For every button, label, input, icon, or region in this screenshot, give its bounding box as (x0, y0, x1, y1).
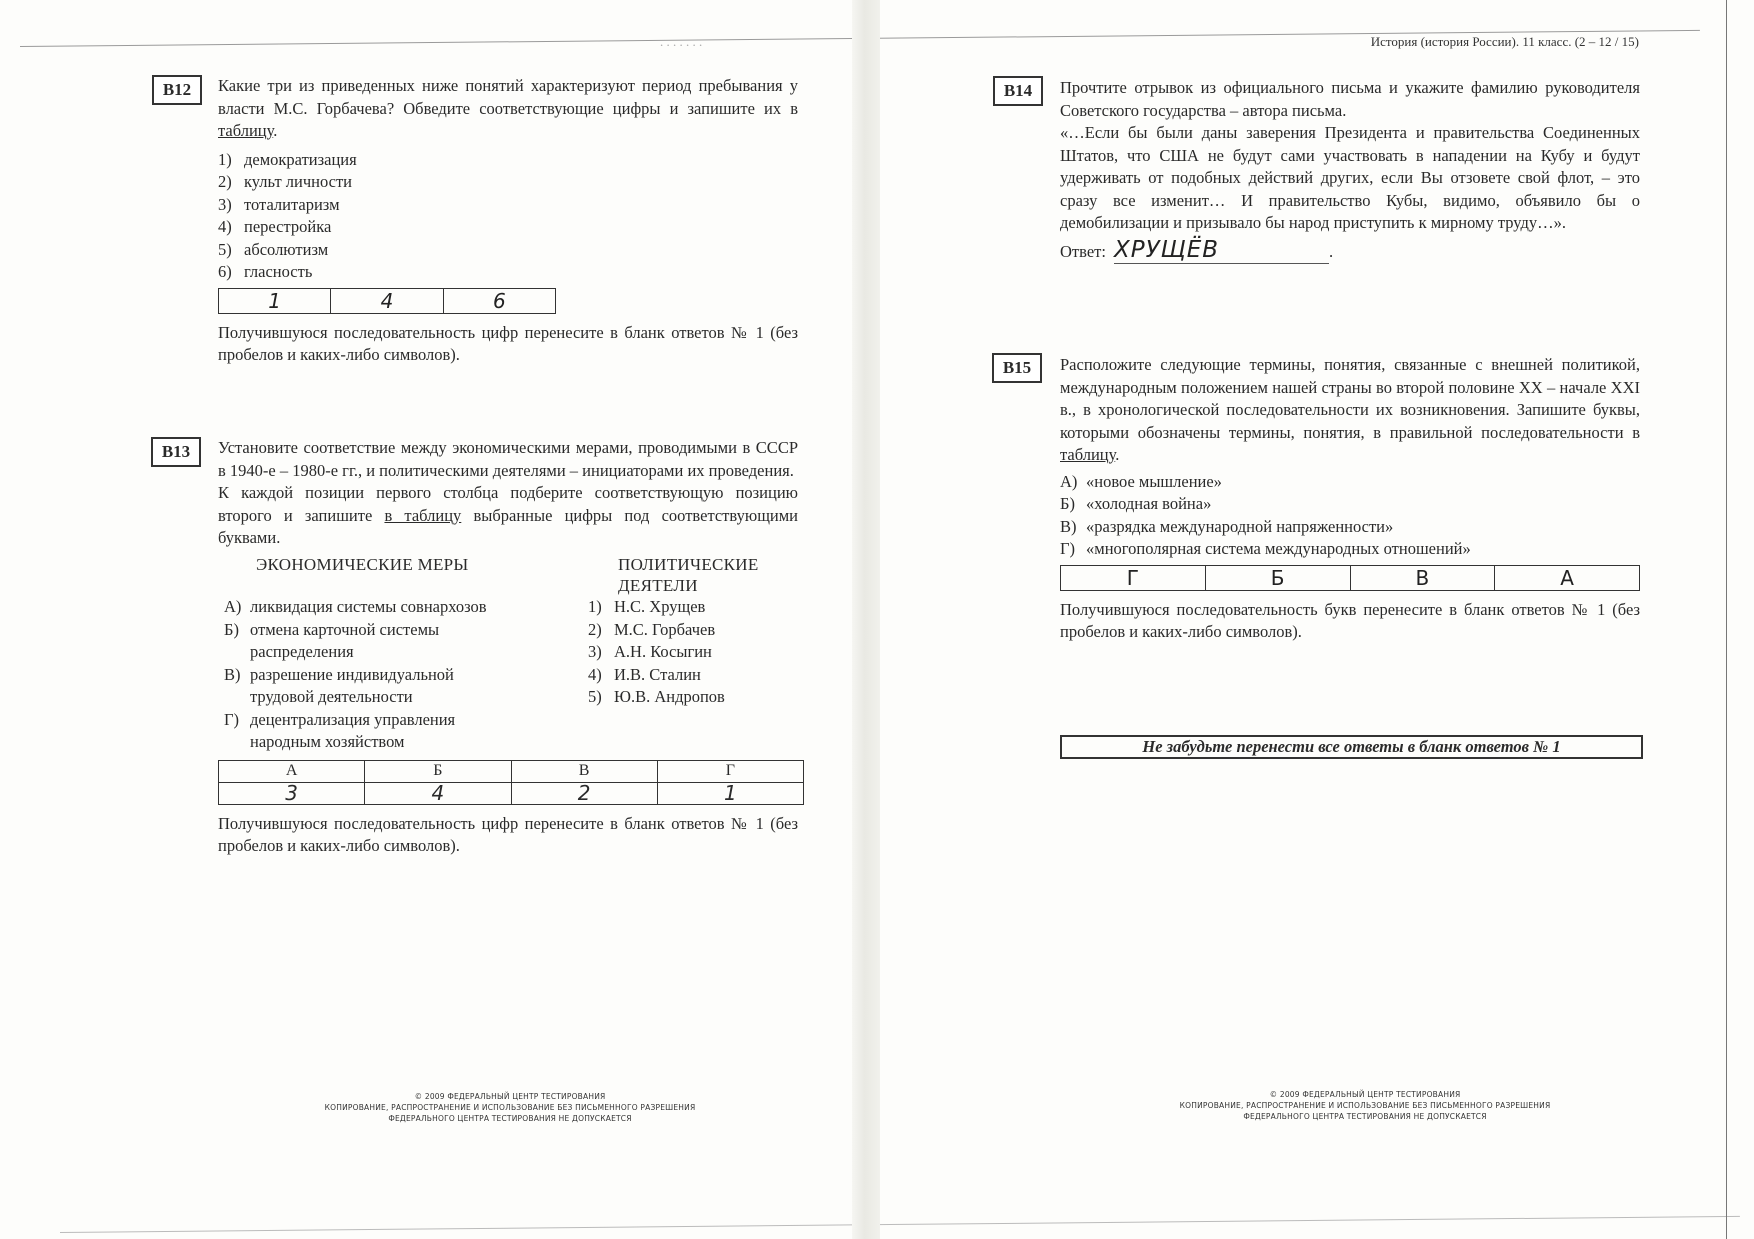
b15-option: А) «новое мышление» (1060, 471, 1222, 491)
b13-left-column (218, 554, 588, 754)
b12-option-4: 4) перестройка (218, 217, 332, 236)
b12-option-1: 1) демократизация (218, 149, 357, 169)
b13-right-item: 3) А.Н. Косыгин (588, 642, 712, 661)
b13-left-item: Г) децентрализация управления народным хозяйством (224, 709, 456, 751)
b13-answer-cell[interactable]: 4 (365, 782, 511, 804)
b12-option-3: 3) тоталитаризм (218, 194, 340, 214)
task-label-b12: B12 (152, 75, 202, 105)
header-left-faint: . . . . . . . (660, 34, 703, 49)
b14-question: Прочтите отрывок из официального письма и укажите фамилию руководителя Советского государства – автора письма. (1060, 78, 1640, 120)
b13-table-link: в таблицу (384, 505, 462, 525)
b14-answer: Ответ: ХРУЩЁВ . (1060, 236, 1334, 263)
b12-option-2: 2) культ личности (218, 172, 352, 191)
b12-option-6: 6) гласность (218, 262, 313, 281)
b12-answer-cell[interactable]: 1 (219, 289, 331, 313)
header-right: История (история России). 11 класс. (2 – 12 / 15) (1370, 34, 1639, 49)
b13-left-item: В) разрешение индивидуальной трудовой деятельности (224, 664, 454, 706)
b13-answer-cell[interactable]: 3 (219, 782, 365, 804)
task-label-b14: B14 (993, 76, 1043, 106)
b13-left-column-head: ЭКОНОМИЧЕСКИЕ МЕРЫ (256, 554, 469, 574)
footer-left: © 2009 ФЕДЕРАЛЬНЫЙ ЦЕНТР ТЕСТИРОВАНИЯ КОПИРОВАНИЕ, РАСПРОСТРАНЕНИЕ И ИСПОЛЬЗОВАНИЕ БЕЗ ПИСЬМЕННОГО РАЗРЕШЕНИЯ ФЕДЕРАЛЬНОГО ЦЕНТРА ТЕСТИРОВАНИЯ НЕ ДОПУСКАЕТСЯ (324, 1092, 696, 1123)
b13-right-item: 2) М.С. Горбачев (588, 619, 716, 639)
b13-answer-table (218, 760, 804, 805)
b12-options (218, 149, 798, 284)
task-b15 (1060, 354, 1640, 644)
b13-answer-cell[interactable]: 1 (657, 782, 803, 804)
b13-right-column-head-1: ПОЛИТИЧЕСКИЕ (618, 554, 759, 574)
task-b13 (218, 437, 798, 858)
task-b12 (218, 75, 798, 367)
b13-letter-cell: А (219, 760, 365, 782)
b13-right-item: 4) И.В. Сталин (588, 664, 701, 684)
b13-letter-cell: Г (657, 760, 803, 782)
b13-columns (218, 554, 798, 754)
b13-instruction: Получившуюся последовательность цифр перенесите в бланк ответов № 1 (без пробелов и каких-либо символов). (218, 813, 798, 855)
b12-option-5: 5) абсолютизм (218, 239, 329, 259)
b13-answer-cell[interactable]: 2 (511, 782, 657, 804)
b13-letter-cell: Б (365, 760, 511, 782)
b15-options (1060, 471, 1640, 561)
b14-answer-label: Ответ: (1060, 242, 1106, 261)
b13-right-column (588, 554, 798, 754)
b15-answer-cell[interactable]: Б (1206, 566, 1351, 590)
b15-answer-cell[interactable]: Г (1061, 566, 1206, 590)
b15-answer-cell[interactable]: В (1351, 566, 1496, 590)
b15-option: Г) «многополярная система международных отношений» (1060, 539, 1471, 558)
b13-question-1: Установите соответствие между экономическими мерами, проводимыми в СССР в 1940-е – 1980-е гг., и политическими деятелями – инициаторами их проведения. (218, 438, 798, 480)
b15-option: В) «разрядка международной напряженности» (1060, 516, 1394, 536)
task-b14 (1060, 77, 1640, 264)
b14-answer-field[interactable]: ХРУЩЁВ (1114, 237, 1329, 264)
b13-question-2: К каждой позиции первого столбца подберите соответствующую позицию второго и запишите в таблицу выбранные цифры под соответствующими буквами. (218, 483, 799, 547)
right-page (880, 0, 1754, 1239)
b12-answer-cell[interactable]: 4 (331, 289, 443, 313)
b12-answer-table (218, 288, 556, 314)
task-label-b15: B15 (992, 353, 1042, 383)
b13-table-letters (219, 760, 804, 782)
b15-instruction: Получившуюся последовательность букв перенесите в бланк ответов № 1 (без пробелов и каких-либо символов). (1060, 599, 1640, 641)
b13-left-item: Б) отмена карточной системы распределения (224, 619, 440, 661)
b13-left-item: А) ликвидация системы совнархозов (224, 597, 487, 616)
footer-right: © 2009 ФЕДЕРАЛЬНЫЙ ЦЕНТР ТЕСТИРОВАНИЯ КОПИРОВАНИЕ, РАСПРОСТРАНЕНИЕ И ИСПОЛЬЗОВАНИЕ БЕЗ ПИСЬМЕННОГО РАЗРЕШЕНИЯ ФЕДЕРАЛЬНОГО ЦЕНТРА ТЕСТИРОВАНИЯ НЕ ДОПУСКАЕТСЯ (1179, 1090, 1551, 1121)
b13-letter-cell: В (511, 760, 657, 782)
b12-instruction: Получившуюся последовательность цифр перенесите в бланк ответов № 1 (без пробелов и каких-либо символов). (218, 322, 798, 364)
b13-right-item: 1) Н.С. Хрущев (588, 597, 706, 616)
left-page (0, 0, 860, 1239)
b13-table-answers (219, 782, 804, 804)
b14-quote: «…Если бы были даны заверения Президента и правительства Соединенных Штатов, что США не будут сами участвовать в нападении на Кубу и будут удерживать от подобных действий других, если Вы отзовете свой флот, – это сразу все изменит… И правительство Кубы, видимо, объявило бы о демобилизации и призывало бы народ приступить к мирному труду…». (1060, 123, 1640, 232)
b12-question: Какие три из приведенных ниже понятий характеризуют период пребывания у власти М.С. Горбачева? Обведите соответствующие цифры и запишите их в таблицу. (218, 76, 798, 140)
b13-right-item: 5) Ю.В. Андропов (588, 687, 725, 706)
b12-table-link: таблицу (218, 121, 274, 140)
b15-table-link: таблицу (1060, 445, 1116, 464)
b15-answer-cell[interactable]: А (1560, 565, 1574, 590)
b13-right-column-head-2: ДЕЯТЕЛИ (618, 576, 698, 595)
task-label-b13: B13 (151, 437, 201, 467)
reminder-box: Не забудьте перенести все ответы в бланк ответов № 1 (1060, 735, 1643, 759)
b15-option: Б) «холодная война» (1060, 494, 1212, 513)
b15-answer-table (1060, 565, 1640, 591)
b12-answer-cell[interactable]: 6 (492, 288, 506, 313)
b15-question: Расположите следующие термины, понятия, связанные с внешней политикой, международным положением нашей страны во второй половине XX – начале XXI в., в хронологической последовательности их возникновения. Запишите буквы, которыми обозначены термины, понятия, в правильной последовательности в таблицу. (1060, 355, 1640, 464)
